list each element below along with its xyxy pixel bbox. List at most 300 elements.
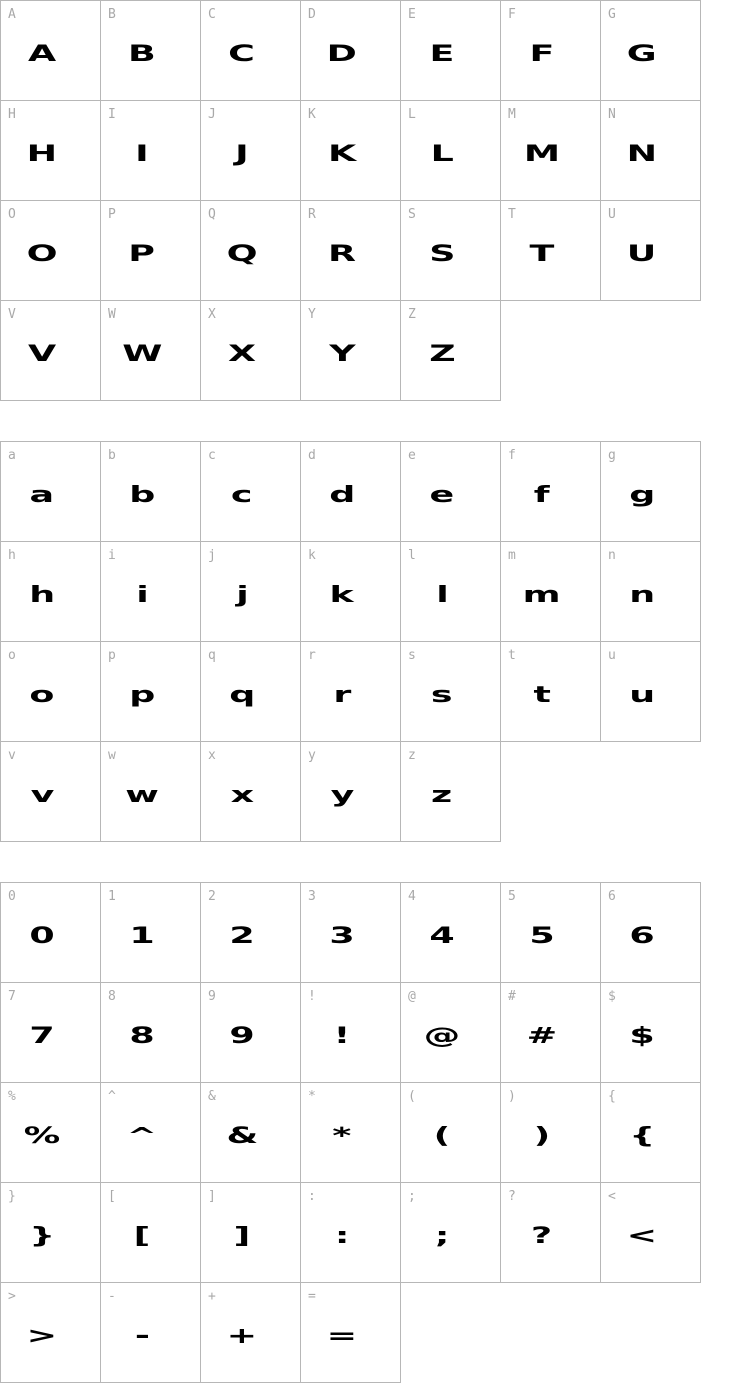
cell-glyph-wrap: [201, 983, 300, 1082]
cell-glyph-wrap: [101, 983, 200, 1082]
glyph-cell: [201, 201, 301, 301]
cell-glyph: L: [430, 141, 454, 167]
glyph-cell: [101, 101, 201, 201]
cell-glyph-wrap: [301, 742, 400, 841]
cell-glyph: ;: [434, 1223, 450, 1249]
cell-glyph: n: [629, 582, 655, 608]
cell-label: q: [208, 648, 216, 663]
cell-glyph: 1: [129, 923, 155, 949]
cell-glyph: P: [128, 241, 156, 267]
cell-glyph-wrap: [101, 542, 200, 641]
cell-glyph-wrap: [601, 1, 700, 100]
cell-glyph-wrap: [501, 642, 600, 741]
cell-label: g: [608, 448, 616, 463]
cell-glyph: B: [128, 41, 156, 67]
cell-label: s: [408, 648, 416, 663]
cell-glyph-wrap: [401, 201, 500, 300]
cell-glyph: z: [431, 782, 453, 808]
glyph-cell: [201, 101, 301, 201]
cell-label: n: [608, 548, 616, 563]
charmap-row: [1, 642, 701, 742]
cell-glyph-wrap: [101, 883, 200, 982]
glyph-cell: [201, 301, 301, 401]
glyph-cell: [1, 201, 101, 301]
cell-glyph: Q: [226, 241, 258, 267]
cell-glyph-wrap: [301, 542, 400, 641]
cell-glyph: D: [326, 41, 358, 67]
cell-glyph: R: [327, 241, 357, 267]
cell-label: i: [108, 548, 116, 563]
glyph-cell: [501, 101, 601, 201]
cell-glyph-wrap: [601, 642, 700, 741]
cell-glyph-wrap: [201, 1083, 300, 1182]
cell-label: &: [208, 1089, 216, 1104]
cell-label: 1: [108, 889, 116, 904]
cell-glyph-wrap: [401, 1, 500, 100]
cell-glyph-wrap: [301, 442, 400, 541]
cell-label: -: [108, 1289, 116, 1304]
cell-label: G: [608, 7, 616, 22]
cell-label: z: [408, 748, 416, 763]
cell-glyph: l: [435, 582, 449, 608]
cell-glyph: 9: [229, 1023, 255, 1049]
glyph-cell: [501, 442, 601, 542]
glyph-cell: [201, 742, 301, 842]
cell-glyph: [: [133, 1223, 151, 1249]
cell-glyph-wrap: [301, 1283, 400, 1382]
cell-glyph-wrap: [401, 442, 500, 541]
cell-label: K: [308, 107, 316, 122]
cell-label: I: [108, 107, 116, 122]
cell-label: v: [8, 748, 16, 763]
glyph-cell: [301, 742, 401, 842]
cell-glyph-wrap: [201, 1283, 300, 1382]
glyph-cell: [101, 742, 201, 842]
cell-glyph-wrap: [1, 883, 100, 982]
cell-glyph-wrap: [601, 883, 700, 982]
glyph-cell: [401, 1183, 501, 1283]
glyph-cell: [601, 101, 701, 201]
cell-glyph: 8: [129, 1023, 155, 1049]
glyph-cell: [301, 301, 401, 401]
cell-glyph-wrap: [301, 1083, 400, 1182]
cell-glyph-wrap: [401, 883, 500, 982]
cell-glyph: y: [330, 782, 354, 808]
cell-glyph-wrap: [1, 1183, 100, 1282]
cell-label: [: [108, 1189, 116, 1204]
cell-glyph-wrap: [301, 883, 400, 982]
cell-glyph-wrap: [501, 542, 600, 641]
cell-glyph: x: [230, 782, 254, 808]
glyph-cell: [101, 983, 201, 1083]
cell-glyph: r: [333, 682, 351, 708]
cell-label: W: [108, 307, 116, 322]
cell-glyph-wrap: [601, 101, 700, 200]
cell-glyph: I: [135, 141, 149, 167]
charmap-uppercase-letters: [0, 0, 701, 401]
cell-glyph: ^: [126, 1123, 158, 1149]
cell-label: O: [8, 207, 16, 222]
glyph-cell: [101, 642, 201, 742]
cell-glyph: ): [533, 1123, 551, 1149]
cell-glyph-wrap: [1, 542, 100, 641]
cell-glyph-wrap: [401, 642, 500, 741]
cell-glyph: m: [523, 582, 561, 608]
cell-glyph-wrap: [1, 1283, 100, 1382]
cell-glyph-wrap: [401, 1183, 500, 1282]
cell-glyph: s: [431, 682, 453, 708]
cell-label: t: [508, 648, 516, 663]
cell-glyph-wrap: [201, 442, 300, 541]
glyph-cell: [1, 301, 101, 401]
cell-glyph-wrap: [1, 301, 100, 400]
cell-glyph: Y: [328, 341, 356, 367]
glyph-cell: [401, 1083, 501, 1183]
cell-glyph: b: [128, 482, 156, 508]
cell-glyph: A: [27, 41, 57, 67]
cell-glyph-wrap: [201, 301, 300, 400]
cell-glyph: F: [529, 41, 555, 67]
glyph-cell: [1, 983, 101, 1083]
charmap-row: [1, 1083, 701, 1183]
cell-glyph: {: [629, 1123, 655, 1149]
cell-glyph: v: [30, 782, 54, 808]
cell-glyph-wrap: [201, 201, 300, 300]
cell-glyph-wrap: [401, 1083, 500, 1182]
glyph-cell: [301, 101, 401, 201]
cell-glyph: j: [235, 582, 249, 608]
cell-glyph: h: [29, 582, 55, 608]
cell-glyph-wrap: [501, 883, 600, 982]
glyph-cell: [401, 301, 501, 401]
glyph-cell: [1, 1083, 101, 1183]
glyph-cell: [401, 642, 501, 742]
cell-label: k: [308, 548, 316, 563]
cell-label: :: [308, 1189, 316, 1204]
cell-glyph: V: [27, 341, 57, 367]
cell-glyph-wrap: [601, 1083, 700, 1182]
glyph-cell: [301, 1083, 401, 1183]
cell-glyph-wrap: [101, 1, 200, 100]
cell-glyph: ]: [233, 1223, 251, 1249]
glyph-cell: [501, 642, 601, 742]
cell-glyph-wrap: [101, 301, 200, 400]
cell-label: c: [208, 448, 216, 463]
glyph-cell: [501, 1183, 601, 1283]
glyph-cell: [1, 1183, 101, 1283]
cell-glyph: E: [429, 41, 455, 67]
cell-label: !: [308, 989, 316, 1004]
cell-label: D: [308, 7, 316, 22]
cell-label: <: [608, 1189, 616, 1204]
cell-glyph: Z: [428, 341, 456, 367]
cell-label: o: [8, 648, 16, 663]
cell-label: ]: [208, 1189, 216, 1204]
cell-label: h: [8, 548, 16, 563]
cell-label: 3: [308, 889, 316, 904]
cell-glyph-wrap: [201, 1183, 300, 1282]
cell-label: d: [308, 448, 316, 463]
cell-label: M: [508, 107, 516, 122]
cell-label: u: [608, 648, 616, 663]
glyph-cell: [601, 1083, 701, 1183]
cell-glyph: a: [29, 482, 55, 508]
cell-glyph-wrap: [1, 642, 100, 741]
cell-glyph: +: [226, 1323, 258, 1349]
cell-glyph: p: [128, 682, 156, 708]
glyph-cell: [401, 442, 501, 542]
cell-glyph-wrap: [301, 983, 400, 1082]
cell-label: +: [208, 1289, 216, 1304]
glyph-cell: [601, 1183, 701, 1283]
cell-label: J: [208, 107, 216, 122]
cell-label: N: [608, 107, 616, 122]
cell-label: A: [8, 7, 16, 22]
cell-glyph-wrap: [601, 542, 700, 641]
cell-glyph-wrap: [501, 1183, 600, 1282]
cell-glyph: d: [328, 482, 356, 508]
glyph-cell: [301, 201, 401, 301]
cell-glyph: u: [629, 682, 655, 708]
cell-label: B: [108, 7, 116, 22]
cell-label: w: [108, 748, 116, 763]
cell-label: ;: [408, 1189, 416, 1204]
cell-glyph: K: [327, 141, 357, 167]
cell-glyph: g: [628, 482, 656, 508]
charmap-lowercase-letters: [0, 441, 701, 842]
cell-glyph-wrap: [101, 1283, 200, 1382]
cell-label: a: [8, 448, 16, 463]
glyph-cell: [201, 983, 301, 1083]
cell-glyph: =: [326, 1323, 358, 1349]
cell-glyph: 3: [329, 923, 355, 949]
cell-glyph: G: [627, 41, 657, 67]
cell-label: ^: [108, 1089, 116, 1104]
glyph-cell: [1, 883, 101, 983]
charmap-digits-and-symbols: [0, 882, 701, 1383]
cell-glyph: q: [228, 682, 256, 708]
glyph-cell: [601, 442, 701, 542]
cell-glyph-wrap: [1, 442, 100, 541]
cell-glyph: S: [428, 241, 456, 267]
cell-glyph-wrap: [201, 642, 300, 741]
glyph-cell: [401, 542, 501, 642]
glyph-cell: [601, 542, 701, 642]
cell-glyph: 7: [29, 1023, 55, 1049]
cell-label: l: [408, 548, 416, 563]
cell-label: @: [408, 989, 416, 1004]
cell-glyph: U: [627, 241, 657, 267]
cell-label: X: [208, 307, 216, 322]
cell-glyph-wrap: [101, 101, 200, 200]
cell-glyph-wrap: [101, 742, 200, 841]
cell-glyph: k: [329, 582, 355, 608]
glyph-cell: [101, 442, 201, 542]
glyph-cell: [1, 1283, 101, 1383]
charmap-row: [1, 1183, 701, 1283]
glyph-cell: [501, 201, 601, 301]
cell-glyph: <: [626, 1223, 658, 1249]
cell-label: C: [208, 7, 216, 22]
glyph-cell: [301, 1, 401, 101]
glyph-cell: [201, 1283, 301, 1383]
cell-glyph: (: [433, 1123, 451, 1149]
cell-glyph-wrap: [301, 642, 400, 741]
glyph-cell: [101, 1, 201, 101]
glyph-cell: [601, 883, 701, 983]
glyph-cell: [501, 983, 601, 1083]
glyph-cell: [201, 1, 301, 101]
cell-label: E: [408, 7, 416, 22]
cell-glyph: c: [231, 482, 253, 508]
glyph-cell: [101, 542, 201, 642]
cell-label: }: [8, 1189, 16, 1204]
glyph-cell: [1, 442, 101, 542]
cell-glyph-wrap: [501, 1083, 600, 1182]
cell-glyph: 5: [529, 923, 555, 949]
cell-label: F: [508, 7, 516, 22]
glyph-cell: [301, 542, 401, 642]
glyph-cell: [101, 201, 201, 301]
cell-glyph-wrap: [401, 542, 500, 641]
cell-glyph: %: [23, 1123, 61, 1149]
cell-glyph-wrap: [101, 201, 200, 300]
glyph-cell: [201, 1183, 301, 1283]
cell-label: R: [308, 207, 316, 222]
cell-glyph-wrap: [501, 101, 600, 200]
cell-glyph: >: [26, 1323, 58, 1349]
charmap-row: [1, 442, 701, 542]
glyph-cell: [101, 1083, 201, 1183]
cell-glyph: ?: [531, 1223, 553, 1249]
cell-label: 6: [608, 889, 616, 904]
cell-label: =: [308, 1289, 316, 1304]
cell-glyph: !: [333, 1023, 351, 1049]
glyph-cell: [501, 883, 601, 983]
cell-glyph: 2: [229, 923, 255, 949]
cell-label: 5: [508, 889, 516, 904]
cell-label: 9: [208, 989, 216, 1004]
charmap-row: [1, 201, 701, 301]
glyph-cell: [401, 101, 501, 201]
cell-glyph-wrap: [601, 1183, 700, 1282]
cell-glyph-wrap: [1, 742, 100, 841]
cell-glyph: C: [228, 41, 256, 67]
cell-glyph-wrap: [101, 1183, 200, 1282]
glyph-cell: [101, 1183, 201, 1283]
cell-label: Q: [208, 207, 216, 222]
cell-glyph: }: [29, 1223, 55, 1249]
cell-label: 8: [108, 989, 116, 1004]
cell-label: Y: [308, 307, 316, 322]
cell-glyph: H: [26, 141, 58, 167]
glyph-cell: [1, 1, 101, 101]
cell-label: ?: [508, 1189, 516, 1204]
charmap-row: [1, 542, 701, 642]
glyph-cell: [1, 101, 101, 201]
glyph-cell: [501, 1, 601, 101]
cell-glyph: o: [29, 682, 55, 708]
cell-glyph-wrap: [1, 983, 100, 1082]
cell-label: 2: [208, 889, 216, 904]
cell-glyph: $: [629, 1023, 655, 1049]
glyph-cell: [1, 642, 101, 742]
glyph-cell: [301, 883, 401, 983]
cell-glyph-wrap: [1, 1083, 100, 1182]
cell-glyph-wrap: [601, 983, 700, 1082]
cell-glyph-wrap: [601, 442, 700, 541]
glyph-cell: [201, 883, 301, 983]
cell-glyph-wrap: [501, 442, 600, 541]
cell-label: m: [508, 548, 516, 563]
glyph-cell: [301, 1283, 401, 1383]
charmap-row: [1, 1283, 701, 1383]
cell-glyph-wrap: [101, 642, 200, 741]
cell-label: b: [108, 448, 116, 463]
cell-glyph: #: [526, 1023, 558, 1049]
cell-glyph: e: [429, 482, 455, 508]
cell-glyph-wrap: [501, 983, 600, 1082]
cell-label: H: [8, 107, 16, 122]
cell-glyph: X: [227, 341, 257, 367]
cell-glyph: 4: [429, 923, 455, 949]
cell-glyph-wrap: [201, 742, 300, 841]
glyph-cell: [301, 442, 401, 542]
glyph-cell: [401, 983, 501, 1083]
cell-label: f: [508, 448, 516, 463]
charmap-row: [1, 301, 701, 401]
cell-label: (: [408, 1089, 416, 1104]
cell-glyph: 0: [29, 923, 55, 949]
glyph-cell: [1, 542, 101, 642]
cell-glyph-wrap: [201, 101, 300, 200]
cell-glyph-wrap: [401, 983, 500, 1082]
cell-glyph: O: [26, 241, 58, 267]
cell-glyph-wrap: [101, 442, 200, 541]
glyph-cell: [601, 983, 701, 1083]
cell-glyph-wrap: [301, 1, 400, 100]
cell-glyph: &: [226, 1123, 258, 1149]
charmap-row: [1, 983, 701, 1083]
cell-label: Z: [408, 307, 416, 322]
cell-glyph-wrap: [101, 1083, 200, 1182]
glyph-cell: [101, 1283, 201, 1383]
cell-label: 4: [408, 889, 416, 904]
glyph-cell: [501, 542, 601, 642]
cell-glyph-wrap: [501, 1, 600, 100]
cell-glyph-wrap: [1, 201, 100, 300]
cell-label: 7: [8, 989, 16, 1004]
cell-label: p: [108, 648, 116, 663]
cell-glyph: f: [534, 482, 550, 508]
charmap-row: [1, 883, 701, 983]
cell-glyph: M: [523, 141, 561, 167]
cell-glyph: W: [121, 341, 163, 367]
glyph-cell: [201, 1083, 301, 1183]
glyph-cell: [401, 1, 501, 101]
cell-glyph-wrap: [601, 201, 700, 300]
cell-label: U: [608, 207, 616, 222]
glyph-cell: [301, 642, 401, 742]
cell-glyph: *: [332, 1123, 352, 1149]
cell-glyph-wrap: [301, 101, 400, 200]
cell-glyph: w: [125, 782, 159, 808]
cell-label: j: [208, 548, 216, 563]
cell-glyph-wrap: [1, 101, 100, 200]
cell-glyph-wrap: [201, 883, 300, 982]
glyph-cell: [1, 742, 101, 842]
charmap-row: [1, 1, 701, 101]
